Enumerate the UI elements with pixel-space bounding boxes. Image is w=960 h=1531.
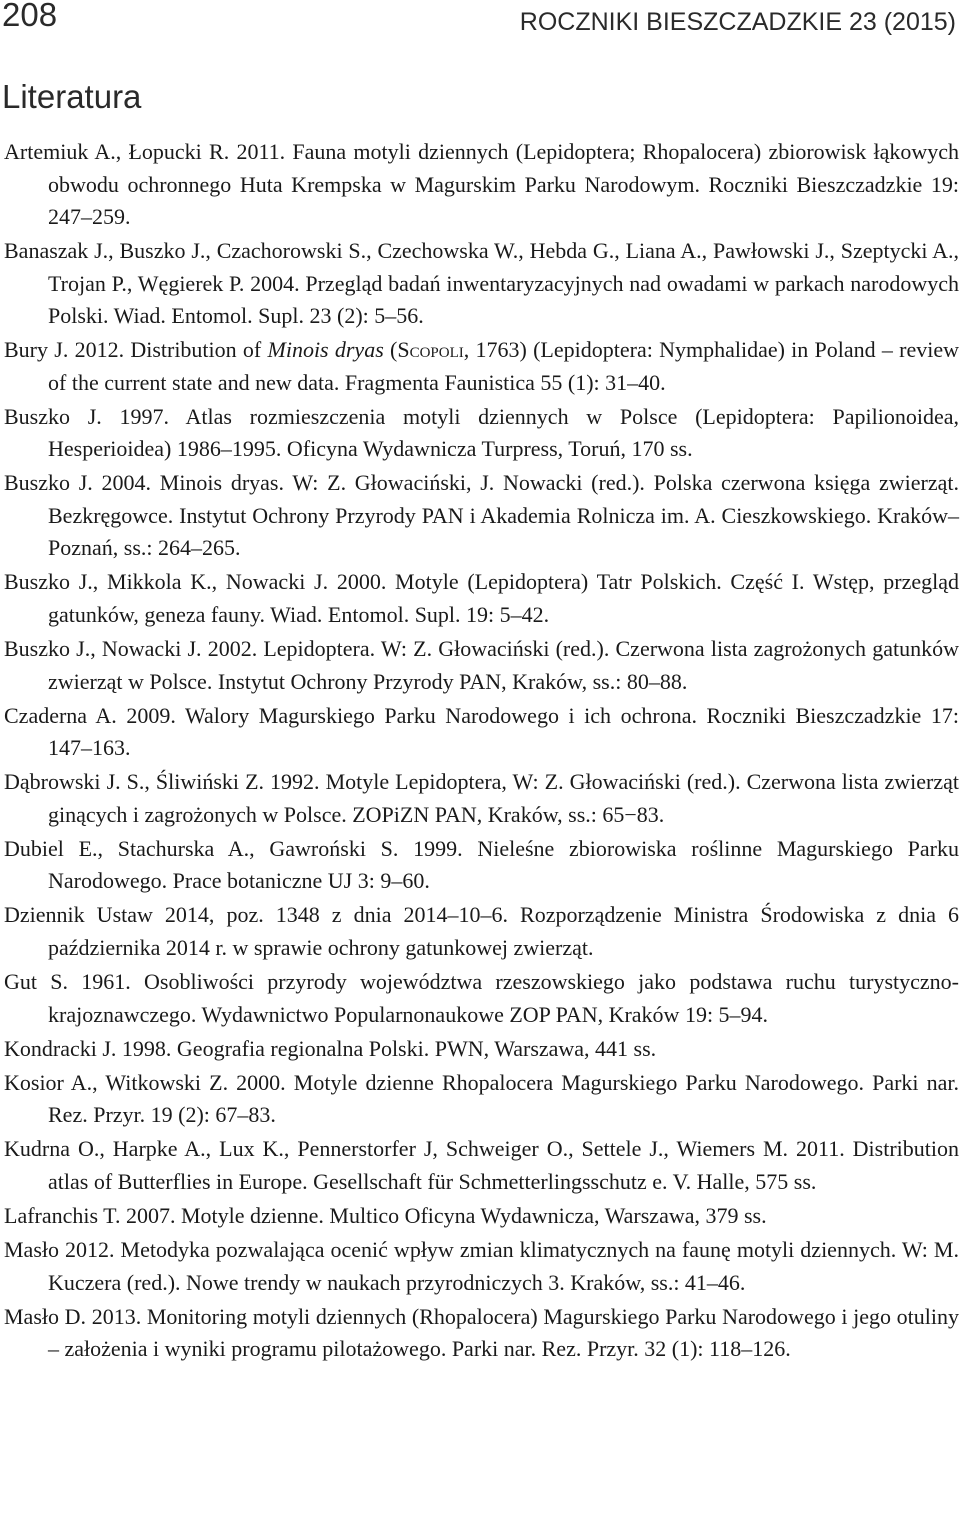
reference-kudrna-2011: Kudrna O., Harpke A., Lux K., Pennerstorfer J, Schweiger O., Settele J., Wiemers M. 2011. Distribution atlas of Butterflies in Europe. Gesellschaft für Schmetterlingsschutz e. V. Halle, 575 ss. bbox=[4, 1136, 959, 1194]
running-head: ROCZNIKI BIESZCZADZKIE 23 (2015) bbox=[519, 8, 956, 36]
reference-bury-2012 bbox=[4, 334, 959, 399]
reference-buszko-2000: Buszko J., Mikkola K., Nowacki J. 2000. Motyle (Lepidoptera) Tatr Polskich. Część I. Wstęp, przegląd gatunków, geneza fauny. Wiad. Entomol. Supl. 19: 5–42. bbox=[4, 569, 959, 627]
reference-text: Bury J. 2012. Distribution of bbox=[4, 337, 268, 363]
reference-maslo-2012: Masło 2012. Metodyka pozwalająca ocenić wpływ zmian klimatycznych na faunę motyli dziennych. W: M. Kuczera (red.). Nowe trendy w naukach przyrodniczych 3. Kraków, ss.: 41–46. bbox=[4, 1237, 959, 1295]
reference-maslo-2013: Masło D. 2013. Monitoring motyli dziennych (Rhopalocera) Magurskiego Parku Narodowego i jego otuliny – założenia i wyniki programu pilotażowego. Parki nar. Rez. Przyr. 32 (1): 118–126. bbox=[4, 1303, 959, 1362]
reference-dubiel-1999: Dubiel E., Stachurska A., Gawroński S. 1999. Nieleśne zbiorowiska roślinne Magurskiego Parku Narodowego. Prace botaniczne UJ 3: 9–60. bbox=[4, 835, 959, 894]
reference-text: , 1763) (Lepidoptera: Nymphalidae) in Poland – review of the current state and new data. Fragmenta Faunistica 55 (1): 31–40. bbox=[48, 337, 960, 395]
section-title: Literatura bbox=[2, 78, 142, 115]
reference-buszko-2002: Buszko J., Nowacki J. 2002. Lepidoptera. W: Z. Głowaciński (red.). Czerwona lista zagrożonych gatunków zwierząt w Polsce. Instytut Ochrony Przyrody PAN, Kraków, ss.: 80–88. bbox=[4, 636, 959, 694]
page-number: 208 bbox=[2, 0, 58, 33]
reference-kosior-2000: Kosior A., Witkowski Z. 2000. Motyle dzienne Rhopalocera Magurskiego Parku Narodowego. Parki nar. Rez. Przyr. 19 (2): 67–83. bbox=[4, 1069, 959, 1128]
reference-banaszak-2004: Banaszak J., Buszko J., Czachorowski S., Czechowska W., Hebda G., Liana A., Pawłowski J., Szeptycki A., Trojan P., Węgierek P. 2004. Przegląd badań inwentaryzacyjnych nad owadami w parkach narodowych Polski. Wiad. Entomol. Supl. 23 (2): 5–56. bbox=[4, 238, 959, 329]
reference-kondracki-1998: Kondracki J. 1998. Geografia regionalna Polski. PWN, Warszawa, 441 ss. bbox=[4, 1035, 657, 1061]
reference-buszko-2004: Buszko J. 2004. Minois dryas. W: Z. Głowaciński, J. Nowacki (red.). Polska czerwona księga zwierząt. Bezkręgowce. Instytut Ochrony Przyrody PAN i Akademia Rolnicza im. A. Cieszkowskiego. Kraków–Poznań, ss.: 264–265. bbox=[4, 470, 959, 561]
reference-list bbox=[4, 136, 959, 1367]
reference-buszko-1997: Buszko J. 1997. Atlas rozmieszczenia motyli dziennych w Polsce (Lepidoptera: Papilionoidea, Hesperioidea) 1986–1995. Oficyna Wydawnicza Turpress, Toruń, 170 ss. bbox=[4, 403, 959, 462]
reference-czaderna-2009: Czaderna A. 2009. Walory Magurskiego Parku Narodowego i ich ochrona. Roczniki Bieszczadzkie 17: 147–163. bbox=[4, 702, 959, 761]
reference-dabrowski-1992: Dąbrowski J. S., Śliwiński Z. 1992. Motyle Lepidoptera, W: Z. Głowaciński (red.). Czerwona lista zwierząt ginących i zagrożonych w Polsce. ZOPiZN PAN, Kraków, ss.: 65−83. bbox=[4, 769, 959, 827]
species-name: Minois dryas bbox=[267, 337, 384, 363]
reference-gut-1961: Gut S. 1961. Osobliwości przyrody województwa rzeszowskiego jako podstawa ruchu turystyczno-krajoznawczego. Wydawnictwo Popularnonaukowe ZOP PAN, Kraków 19: 5–94. bbox=[4, 969, 959, 1027]
reference-lafranchis-2007: Lafranchis T. 2007. Motyle dzienne. Multico Oficyna Wydawnicza, Warszawa, 379 ss. bbox=[4, 1202, 767, 1228]
taxon-author: Scopoli bbox=[397, 337, 464, 363]
reference-dziennik-ustaw-2014: Dziennik Ustaw 2014, poz. 1348 z dnia 2014–10–6. Rozporządzenie Ministra Środowiska z dnia 6 października 2014 r. w sprawie ochrony gatunkowej zwierząt. bbox=[4, 902, 959, 960]
reference-text: ( bbox=[383, 337, 398, 363]
reference-artemiuk-2011: Artemiuk A., Łopucki R. 2011. Fauna motyli dziennych (Lepidoptera; Rhopalocera) zbiorowisk łąkowych obwodu ochronnego Huta Krempska w Magurskim Parku Narodowym. Roczniki Bieszczadzkie 19: 247–259. bbox=[4, 139, 959, 229]
